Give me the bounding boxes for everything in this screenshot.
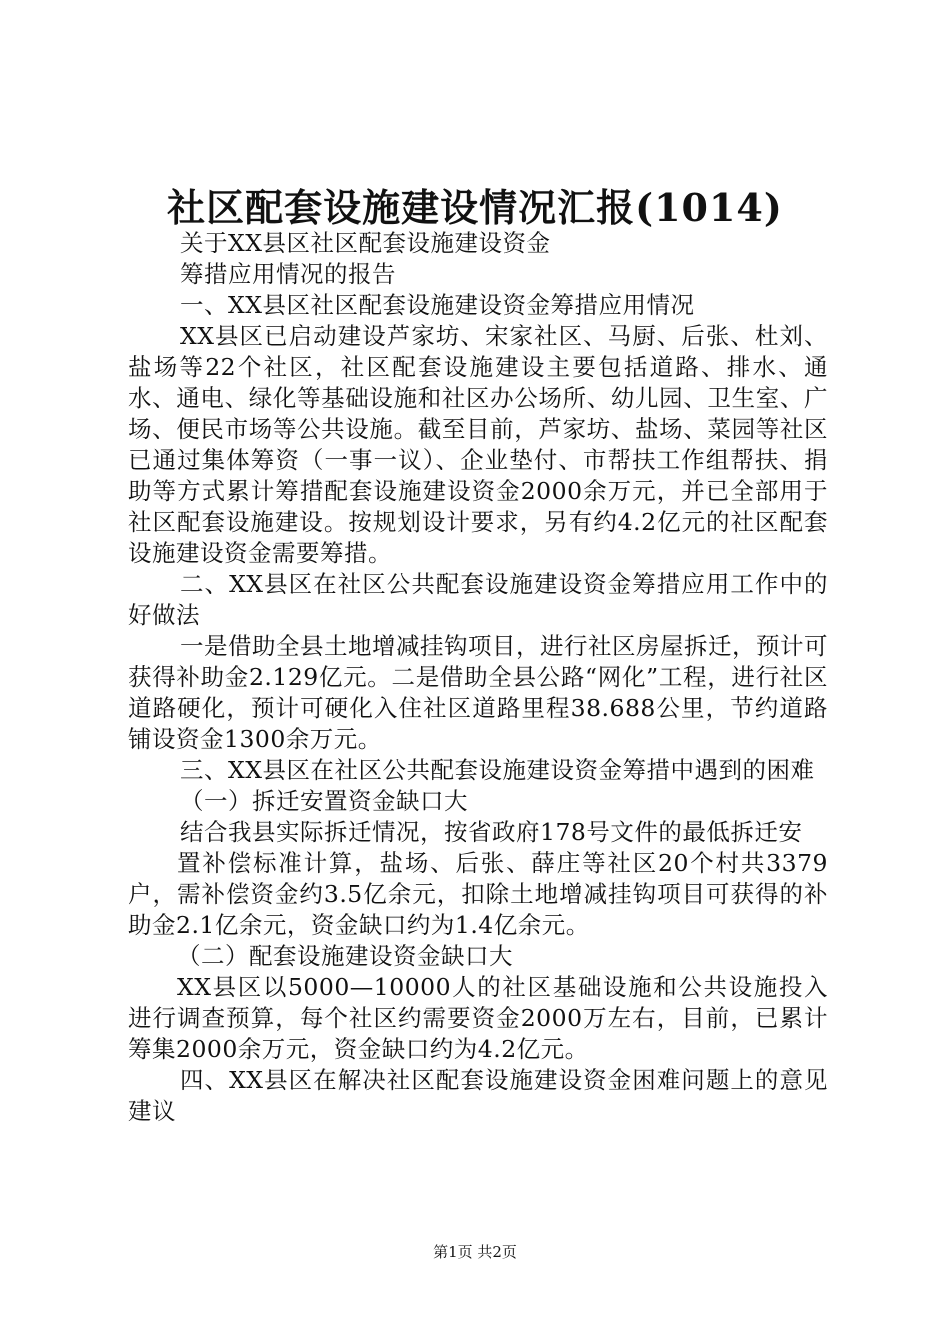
document-title: 社区配套设施建设情况汇报(1014) <box>167 185 783 230</box>
paragraph: XX县区已启动建设芦家坊、宋家社区、马厨、后张、杜刘、盐场等22个社区，社区配套设施建设主要包括道路、排水、通水、通电、绿化等基础设施和社区办公场所、幼儿园、卫生室、广场、便民市场等公共设施。截至目前，芦家坊、盐场、菜园等社区已通过集体筹资（一事一议）、企业垫付、市帮扶工作组帮扶、捐助等方式累计筹措配套设施建设资金2000余万元，并已全部用于社区配套设施建设。按规划设计要求，另有约4.2亿元的社区配套设施建设资金需要筹措。 <box>128 322 828 567</box>
paragraph: 一是借助全县土地增减挂钩项目，进行社区房屋拆迁，预计可获得补助金2.129亿元。二是借助全县公路“网化”工程，进行社区道路硬化，预计可硬化入住社区道路里程38.688公里，节约道路铺设资金1300余万元。 <box>128 632 828 753</box>
section-heading-1: 一、XX县区社区配套设施建设资金筹措应用情况 <box>180 291 695 319</box>
page-footer: 第1页 共2页 <box>433 1243 517 1261</box>
paragraph-subtitle-1: 关于XX县区社区配套设施建设资金 <box>180 229 551 257</box>
paragraph: 结合我县实际拆迁情况，按省政府178号文件的最低拆迁安 <box>180 818 803 846</box>
paragraph: 置补偿标准计算，盐场、后张、薛庄等社区20个村共3379户，需补偿资金约3.5亿余元，扣除土地增减挂钩项目可获得的补助金2.1亿余元，资金缺口约为1.4亿余元。 <box>128 849 828 939</box>
section-heading-2: 二、XX县区在社区公共配套设施建设资金筹措应用工作中的好做法 <box>128 570 828 629</box>
paragraph-subtitle-2: 筹措应用情况的报告 <box>180 260 396 288</box>
section-heading-4: 四、XX县区在解决社区配套设施建设资金困难问题上的意见建议 <box>128 1066 828 1125</box>
document-body <box>128 228 828 1127</box>
paragraph: XX县区以5000—10000人的社区基础设施和公共设施投入进行调查预算，每个社区约需要资金2000万左右，目前，已累计筹集2000余万元，资金缺口约为4.2亿元。 <box>128 973 828 1063</box>
section-heading-3: 三、XX县区在社区公共配套设施建设资金筹措中遇到的困难 <box>180 756 815 784</box>
subsection-heading-1: （一）拆迁安置资金缺口大 <box>180 787 468 815</box>
subsection-heading-2: （二）配套设施建设资金缺口大 <box>177 942 513 970</box>
